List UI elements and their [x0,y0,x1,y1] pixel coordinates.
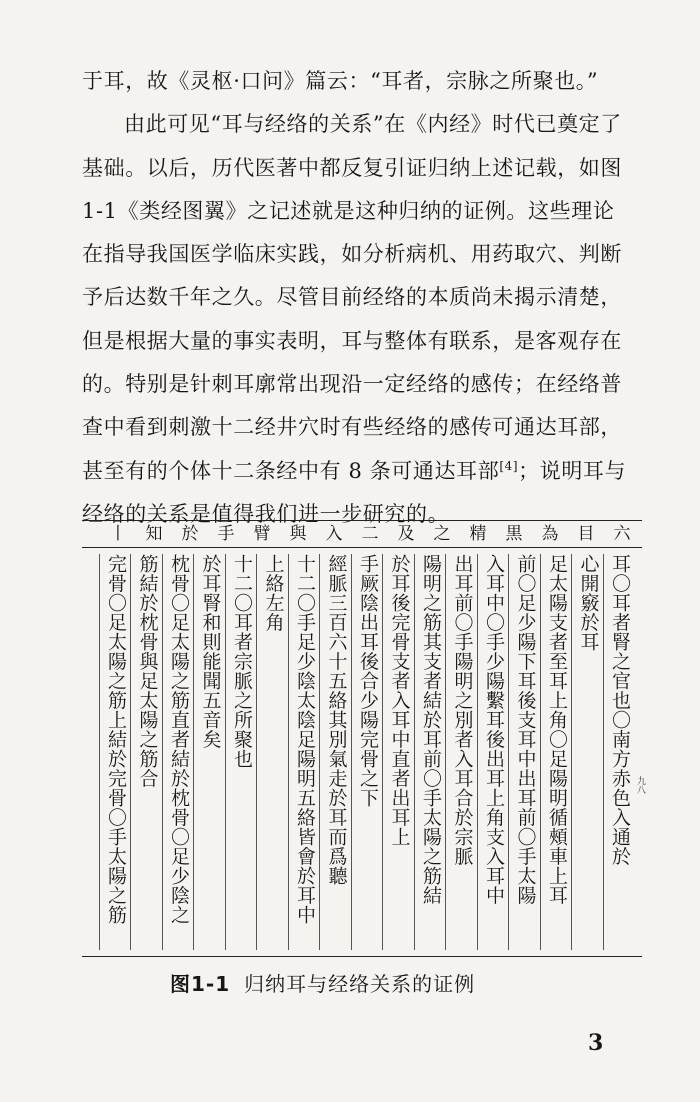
header-strip-char: 之 [433,524,451,544]
text-column-content: 十二〇耳者宗脈之所聚也 [231,554,253,769]
paragraph-2-text: 由此可见“耳与经络的关系”在《内经》时代已奠定了基础。以后，历代医著中都反复引证归纳上述记载，如图 1-1《类经图翼》之记述就是这种归纳的证例。这些理论在指导我国医学临床实践，如分析病机、用药取穴、判断予后达数千年之久。尽管目前经络的本质尚未揭示清楚，但是根据大量的事实表明，耳与整体有联系，是客观存在的。特别是针刺耳廓常出现沿一定经络的感传；在经络普查中看到刺激十二经井穴时有些经络的感传可通达耳部，甚至有的个体十二条经中有 8 条可通达耳部 [82,112,622,483]
text-column [99,554,131,950]
text-column-content: 足太陽支者至耳上角〇足陽明循頰車上耳 [546,554,568,905]
text-column-content: 心開竅於耳 [577,554,600,652]
text-column-content: 筋結於枕骨與足太陽之筋合 [136,554,159,788]
text-column [414,554,446,950]
header-strip-char: 入 [325,524,343,544]
text-column [351,554,383,950]
text-column-content: 於耳後完骨支者入耳中直者出耳上 [388,554,411,847]
text-column-content: 上絡左角 [262,554,285,632]
text-column-content: 枕骨〇足太陽之筋直者結於枕骨〇足少陰之 [168,554,190,925]
paragraph-2-tail: ；说明耳与经络的关系是值得我们进一步研究的。 [82,458,627,526]
header-strip-char: 精 [469,524,487,544]
paragraph-1: 于耳，故《灵枢·口问》篇云：“耳者，宗脉之所聚也。” [82,69,599,93]
figure-classical-text [82,520,645,957]
text-column [193,554,225,950]
header-strip-char: 目 [577,524,595,544]
text-column-content: 經脈三百六十五絡其別氣走於耳而爲聽 [325,554,348,886]
header-strip-char: 丨 [109,524,127,544]
text-column [571,554,603,950]
figure-caption-text: 归纳耳与经络关系的证例 [244,972,476,996]
header-strip-char: 手 [217,524,235,544]
figure-caption [170,968,590,997]
text-column [508,554,540,950]
body-text [82,60,630,536]
text-column [130,554,162,950]
header-strip-char: 黒 [505,524,523,544]
text-column [162,554,194,950]
text-column [288,554,320,950]
text-column [477,554,509,950]
text-column-content: 耳〇耳者腎之官也〇南方赤色入通於 [609,554,631,866]
text-column-content: 手厥陰出耳後合少陽完骨之下 [357,554,379,808]
figure-caption-number: 图1-1 [170,972,231,996]
header-strip-char: 知 [145,524,163,544]
header-strip-char: 二 [361,524,379,544]
header-strip-char: 臂 [253,524,271,544]
header-strip-char: 為 [541,524,559,544]
text-column-content: 十二〇手足少陰太陰足陽明五絡皆會於耳中 [294,554,316,925]
text-column [319,554,351,950]
text-column-content: 完骨〇足太陽之筋上結於完骨〇手太陽之筋 [105,554,127,925]
text-column [256,554,288,950]
text-column-content: 入耳中〇手少陽繫耳後出耳上角支入耳中 [483,554,505,905]
text-column [603,554,635,950]
text-column [540,554,572,950]
header-strip-char: 及 [397,524,415,544]
text-column-content: 於耳腎和則能聞五音矣 [199,554,222,749]
figure-page-marker: 九八 [635,776,645,794]
text-column-content: 陽明之筋其支者結於耳前〇手太陽之筋結 [420,554,442,905]
citation-ref: [4] [499,458,519,473]
header-strip-char: 六 [613,524,631,544]
text-column-content: 出耳前〇手陽明之別者入耳合於宗脈 [451,554,474,866]
text-column [225,554,257,950]
text-column [382,554,414,950]
text-column [445,554,477,950]
header-strip-char: 於 [181,524,199,544]
page-number: 3 [588,1030,604,1056]
paragraph-2 [82,103,630,536]
header-strip-char: 與 [289,524,307,544]
figure-header-strip [82,521,642,548]
figure-columns [82,548,642,956]
text-column-content: 前〇足少陽下耳後支耳中出耳前〇手太陽 [514,554,537,905]
